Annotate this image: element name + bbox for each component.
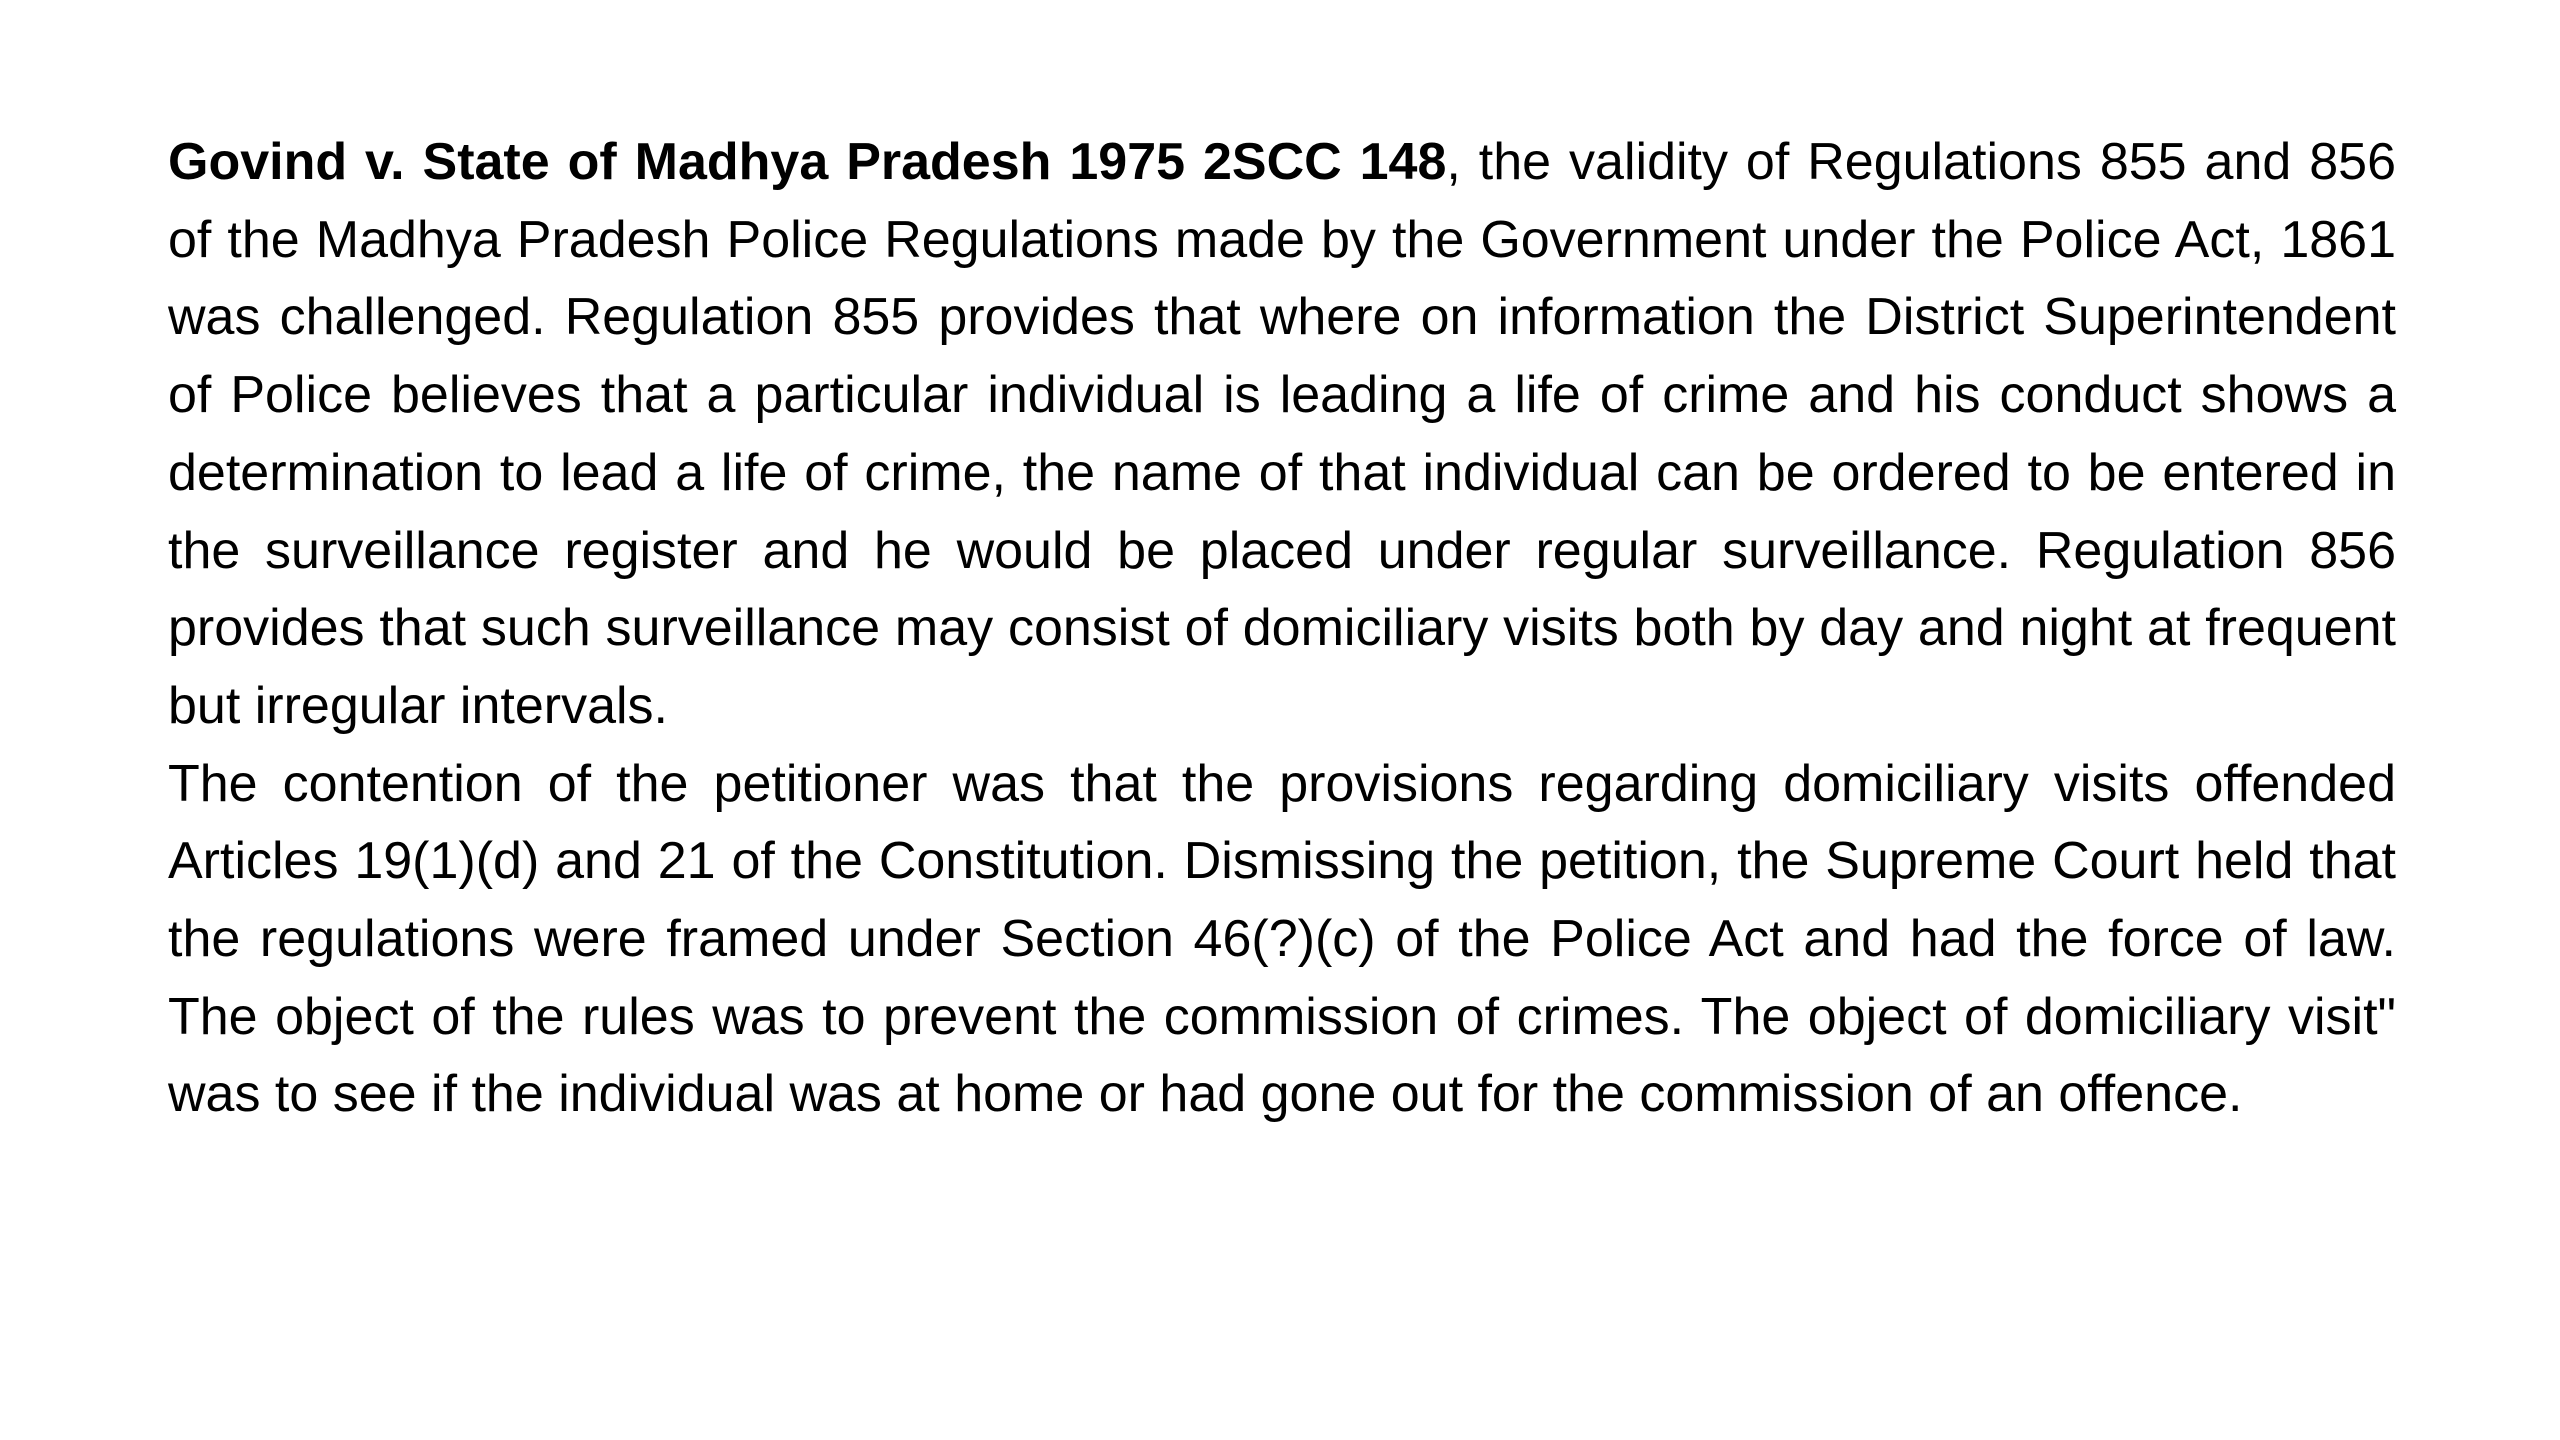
body-text [168, 124, 2396, 1134]
paragraph-2-text: The contention of the petitioner was that the provisions regarding domiciliary visits offended Articles 19(1)(d) and 21 of the Constitution. Dismissing the petition, the Supreme Court held that the regulations were framed under Section 46(?)(c) of the Police Act and had the force of law. The object of the rules was to prevent the commission of crimes. The object of domiciliary visit" was to see if the individual was at home or had gone out for the commission of an offence. [168, 754, 2396, 1124]
paragraph-case-facts [168, 124, 2396, 746]
paragraph-1-text: , the validity of Regulations 855 and 856 of the Madhya Pradesh Police Regulations made by the Government under the Police Act, 1861 was challenged. Regulation 855 provides that where on information the District Superintendent of Police believes that a particular individual is leading a life of crime and his conduct shows a determination to lead a life of crime, the name of that individual can be ordered to be entered in the surveillance register and he would be placed under regular surveillance. Regulation 856 provides that such surveillance may consist of domiciliary visits both by day and night at frequent but irregular intervals. [168, 133, 2396, 735]
paragraph-holding [168, 746, 2396, 1135]
case-citation: Govind v. State of Madhya Pradesh 1975 2SCC 148 [168, 133, 1447, 191]
